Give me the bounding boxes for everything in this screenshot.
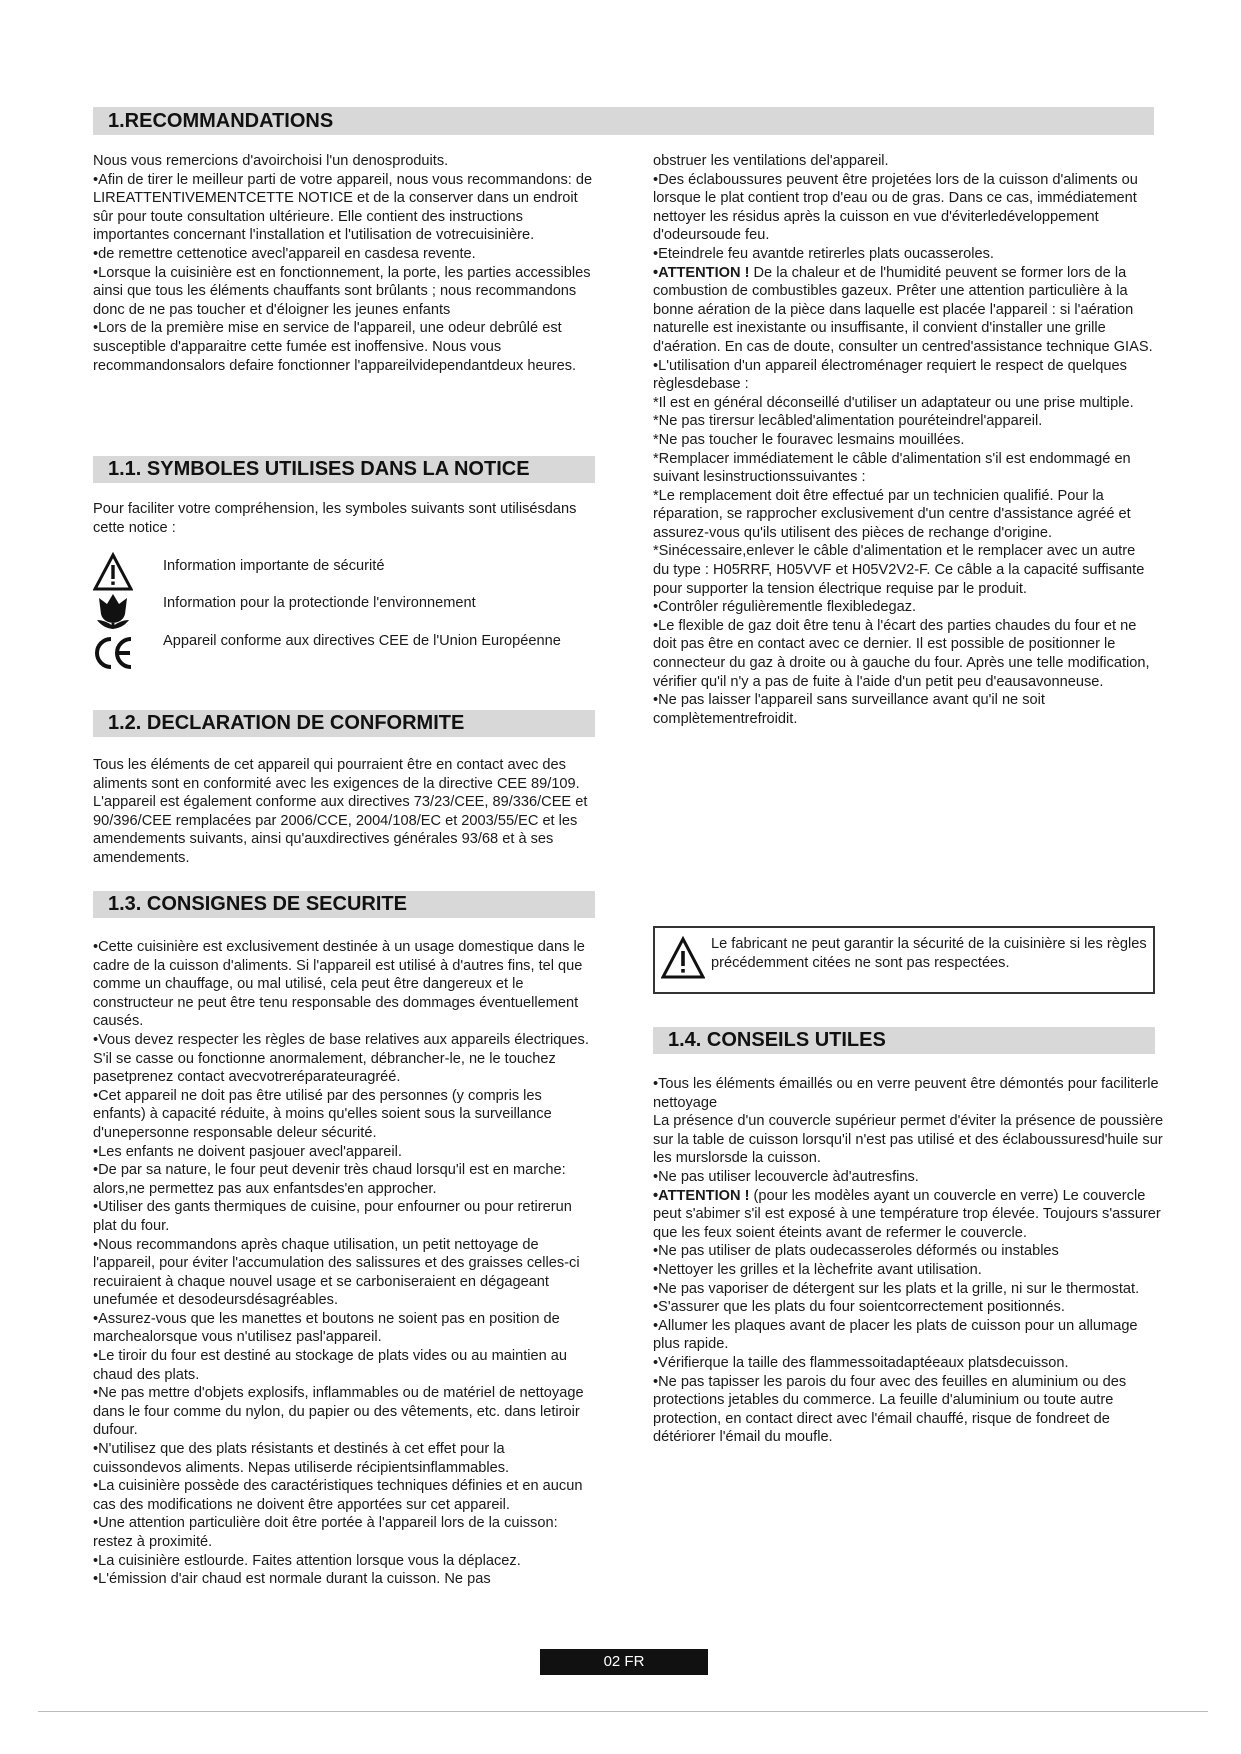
safety-right-column <box>653 152 1153 728</box>
tips-heading: 1.4. CONSEILS UTILES <box>653 1027 1155 1054</box>
symbol-row <box>93 552 603 592</box>
symbol-row <box>93 629 603 675</box>
tips-item: •Allumer les plaques avant de placer les plats de cuisson pour un allumage plus rapide. <box>653 1317 1138 1353</box>
attention-text: De la chaleur et de l'humidité peuvent se former lors de la combustion de combustibles gazeux. Prêter une attention particulière à la bonne aération de la pièce dans laquelle est placée l'appareil : si l'aération naturelle est inexistante ou insuffisante, il convient d'installer une grille d'aération. En cas de doute, consulter un centred'assistance technique GIAS. <box>653 264 1153 355</box>
environment-flower-icon <box>93 590 133 630</box>
safety-item: •Eteindrele feu avantde retirerles plats oucasseroles. <box>653 245 994 262</box>
symbol-text: Appareil conforme aux directives CEE de l'Union Européenne <box>163 633 561 649</box>
safety-item: •N'utilisez que des plats résistants et destinés à cet effet pour la cuissondevos aliments. Nepas utiliserde récipientsinflammables. <box>93 1441 510 1476</box>
symbol-text: Information pour la protectionde l'environnement <box>163 595 476 611</box>
tips-attention-item <box>653 1187 1165 1243</box>
safety-item: •Des éclaboussures peuvent être projetées lors de la cuisson d'aliments ou lorsque le plat contient trop d'eau ou de gras. Dans ce cas, immédiatement nettoyer les résidus après la cuisson en vue d'éviterledéveloppement d'odeursoude feu. <box>653 171 1138 244</box>
safety-item: •Une attention particulière doit être portée à l'appareil lors de la cuisson: restez à proximité. <box>93 1515 558 1550</box>
intro-paragraph: Nous vous remercions d'avoirchoisi l'un denosproduits. <box>93 153 449 169</box>
attention-text: (pour les modèles ayant un couvercle en verre) Le couvercle peut s'abimer s'il est exposé à une température trop élevée. Toujours s'assurer que les feux soient éteints avant de refermer le couvercle. <box>653 1187 1161 1241</box>
safety-item: •Ne pas mettre d'objets explosifs, inflammables ou de matériel de nettoyage dans le four comme du nylon, du papier ou des vêtements, etc. dans letiroir dufour. <box>93 1385 584 1439</box>
tips-item: •Ne pas tapisser les parois du four avec des feuilles en aluminium ou des protections jetables du commerce. La feuille d'aluminium ou toute autre protection, en contact direct avec l'émail chauffé, risque de fondreet de détériorer l'émail du moufle. <box>653 1373 1127 1446</box>
intro-paragraph: •de remettre cettenotice avecl'appareil en casdesa revente. <box>93 245 476 262</box>
tips-column <box>653 1075 1165 1447</box>
safety-item: •Cet appareil ne doit pas être utilisé par des personnes (y compris les enfants) à capacité réduite, à moins qu'elles soient sous la surveillance d'unepersonne responsable deleur sécurité. <box>93 1087 552 1141</box>
ce-mark-icon <box>93 633 133 673</box>
intro-paragraph: •Afin de tirer le meilleur parti de votre appareil, nous vous recommandons: de LIREATTENTIVEMENTCETTE NOTICE et de la conserver dans un endroit sûr pour toute consultation ultérieure. Elle contient des instructions importantes concernant l'installation et l'utilisation de votrecuisinière. <box>93 171 593 244</box>
safety-item: obstruer les ventilations del'appareil. <box>653 153 889 169</box>
safety-item: *Ne pas toucher le fouravec lesmains mouillées. <box>653 431 965 448</box>
safety-item: •Vous devez respecter les règles de base relatives aux appareils électriques. S'il se casse ou fonctionne anormalement, débrancher-le, ne le touchez pasetprenez contact avecvotreréparateuragréé. <box>93 1031 589 1086</box>
safety-item: •Cette cuisinière est exclusivement destinée à un usage domestique dans le cadre de la cuisson d'aliments. Si l'appareil est utilisé à d'autres fins, tel que comme un chauffage, ou mal utilisé, cela peut être dangereux et le constructeur ne peut être tenu responsable des dommages éventuellement causés. <box>93 939 585 1030</box>
safety-left-column <box>93 938 596 1589</box>
warning-triangle-icon <box>93 552 133 592</box>
safety-item: •La cuisinière possède des caractéristiques techniques définies et en aucun cas des modifications ne doivent être apportées sur cet appareil. <box>93 1478 583 1513</box>
intro-paragraph: •Lors de la première mise en service de l'appareil, une odeur debrûlé est susceptible d'apparaitre cette fumée est inoffensive. Nous vous recommandonsalors defaire fonctionner l'appareilvidependantdeux heures. <box>93 320 577 374</box>
tips-item: •Nettoyer les grilles et la lèchefrite avant utilisation. <box>653 1261 982 1278</box>
warning-triangle-icon <box>661 936 705 980</box>
tips-item: •Ne pas utiliser lecouvercle àd'autresfins. <box>653 1168 919 1185</box>
safety-item: •L'émission d'air chaud est normale durant la cuisson. Ne pas <box>93 1571 491 1588</box>
intro-paragraph: •Lorsque la cuisinière est en fonctionnement, la porte, les parties accessibles ainsi que tous les éléments chauffants sont brûlants ; nous recommandons donc de ne pas toucher et d'éloigner les jeunes enfants <box>93 264 591 318</box>
safety-item: *Sinécessaire,enlever le câble d'alimentation et le remplacer avec un autre du type : H05RRF, H05VVF et H05V2V2-F. Ce câble a la capacité suffisante pour supporter la tension électrique requise par le produit. <box>653 543 1145 597</box>
conformity-text: Tous les éléments de cet appareil qui pourraient être en contact avec des aliments sont en conformité avec les exigences de la directive CEE 89/109. L'appareil est également conforme aux directives 73/23/CEE, 89/336/CEE et 90/396/CEE remplacées par 2006/CCE, 2004/108/EC et 2003/55/EC et les amendements suivants, ainsi qu'auxdirectives générales 93/68 et à ses amendements. <box>93 757 588 866</box>
safety-attention-item <box>653 264 1153 357</box>
tips-item: •Tous les éléments émaillés ou en verre peuvent être démontés pour faciliterle nettoyage <box>653 1076 1159 1111</box>
safety-item: •Nous recommandons après chaque utilisation, un petit nettoyage de l'appareil, pour éviter l'accumulation des salissures et des graisses celles-ci recuiraient à chaque nouvel usage et se carboniseraient en dégageant unefumée et desodeursdésagréables. <box>93 1236 580 1309</box>
conformity-heading: 1.2. DECLARATION DE CONFORMITE <box>93 710 595 737</box>
safety-item: *Ne pas tirersur lecâbled'alimentation pouréteindrel'appareil. <box>653 413 1043 430</box>
symbol-row <box>93 590 603 630</box>
tips-item: La présence d'un couvercle supérieur permet d'éviter la présence de poussière sur la table de cuisson lorsqu'il n'est pas utilisé et des éclaboussuresd'huile sur les murslorsde la cuisson. <box>653 1113 1164 1167</box>
attention-label: •ATTENTION ! <box>653 1187 750 1204</box>
safety-item: •Les enfants ne doivent pasjouer avecl'appareil. <box>93 1143 402 1160</box>
symbol-text: Information importante de sécurité <box>163 558 385 574</box>
main-title: 1.RECOMMANDATIONS <box>93 107 1154 135</box>
tips-item: •Vérifierque la taille des flammessoitadaptéeaux platsdecuisson. <box>653 1354 1069 1371</box>
attention-label: •ATTENTION ! <box>653 264 750 281</box>
safety-item: •Contrôler régulièrementle flexibledegaz. <box>653 599 917 616</box>
warning-box <box>653 926 1155 994</box>
safety-item: •Le tiroir du four est destiné au stockage de plats vides ou au maintien au chaud des plats. <box>93 1348 568 1383</box>
safety-item: •Utiliser des gants thermiques de cuisine, pour enfourner ou pour retirerun plat du four. <box>93 1199 572 1234</box>
safety-item: *Il est en général déconseillé d'utiliser un adaptateur ou une prise multiple. <box>653 394 1134 411</box>
safety-item: •Le flexible de gaz doit être tenu à l'écart des parties chaudes du four et ne doit pas être en contact avec ce dernier. Il est possible de positionner le connecteur du gaz à droite ou à gauche du four. Après une telle modification, vérifier qu'il n'y a pas de fuite à l'aide d'un petit peu d'eausavonneuse. <box>653 617 1150 690</box>
footer-divider <box>38 1711 1208 1712</box>
safety-item: •L'utilisation d'un appareil électroménager requiert le respect de quelques règlesdebase : <box>653 357 1127 393</box>
safety-item: •La cuisinière estlourde. Faites attention lorsque vous la déplacez. <box>93 1552 521 1569</box>
tips-item: •S'assurer que les plats du four soientcorrectement positionnés. <box>653 1299 1065 1316</box>
symbols-heading: 1.1. SYMBOLES UTILISES DANS LA NOTICE <box>93 456 595 483</box>
tips-item: •Ne pas utiliser de plats oudecasseroles déformés ou instables <box>653 1243 1059 1260</box>
safety-heading: 1.3. CONSIGNES DE SECURITE <box>93 891 595 918</box>
tips-item: •Ne pas vaporiser de détergent sur les plats et la grille, ni sur le thermostat. <box>653 1280 1140 1297</box>
safety-item: •Ne pas laisser l'appareil sans surveillance avant qu'il ne soit complètementrefroidit. <box>653 692 1045 727</box>
safety-item: •De par sa nature, le four peut devenir très chaud lorsqu'il est en marche: alors,ne permettez pas aux enfantsdes'en approcher. <box>93 1162 566 1197</box>
intro-text <box>93 152 596 375</box>
safety-item: *Le remplacement doit être effectué par un technicien qualifié. Pour la réparation, se rapprocher exclusivement d'un centre d'assistance agréé et assurez-vous qu'ils utilisent des pièces de rechange d'origine. <box>653 487 1131 541</box>
safety-item: *Remplacer immédiatement le câble d'alimentation s'il est endommagé en suivant lesinstructionssuivantes : <box>653 450 1131 486</box>
safety-item: •Assurez-vous que les manettes et boutons ne soient pas en position de marchealorsque vous n'utilisez pasl'appareil. <box>93 1310 560 1346</box>
page-number: 02 FR <box>540 1649 708 1675</box>
symbols-intro: Pour faciliter votre compréhension, les symboles suivants sont utilisésdans cette notice : <box>93 501 577 536</box>
warning-box-text: Le fabricant ne peut garantir la sécurité de la cuisinière si les règles précédemment citées ne sont pas respectées. <box>711 936 1147 971</box>
